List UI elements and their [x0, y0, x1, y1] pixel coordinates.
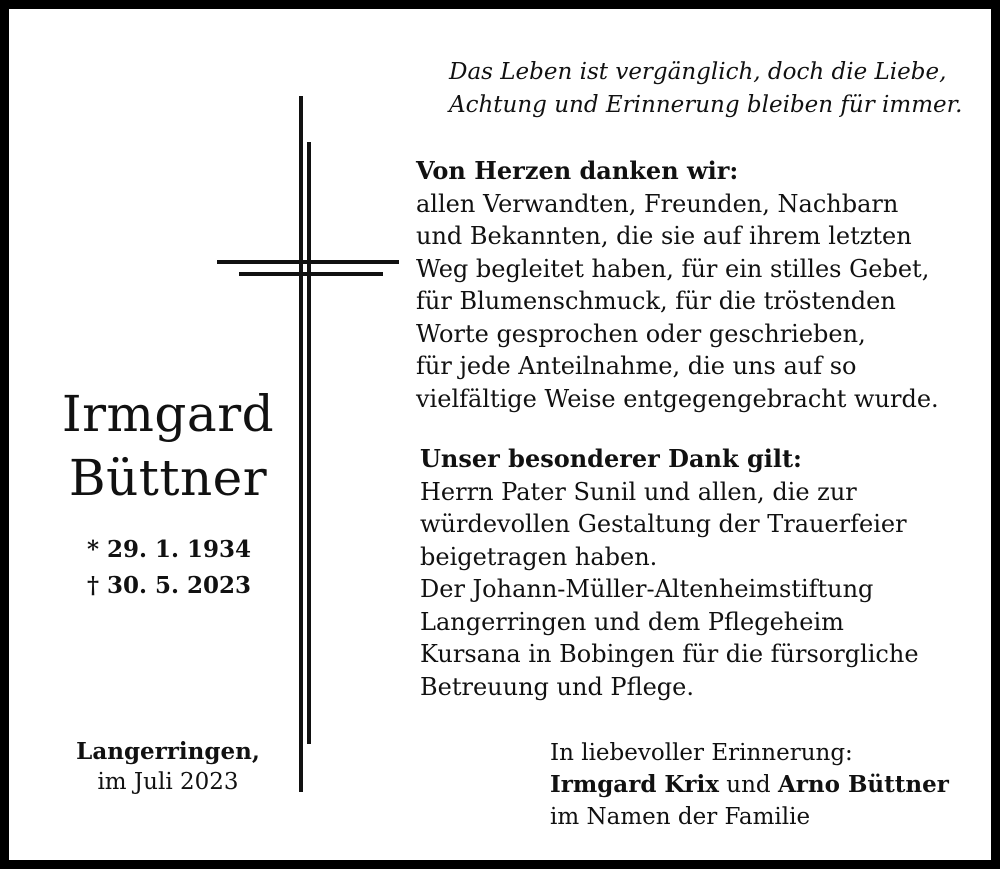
- signature-block: [550, 737, 990, 833]
- date: im Juli 2023: [97, 769, 239, 795]
- thanks-line: Worte gesprochen oder geschrieben,: [416, 319, 866, 348]
- special-thanks-line: Langerringen und dem Pflegeheim: [420, 607, 844, 636]
- thanks-line: vielfältige Weise entgegengebracht wurde.: [416, 384, 939, 413]
- special-thanks-line: Kursana in Bobingen für die fürsorgliche: [420, 640, 919, 668]
- place: Langerringen,: [76, 738, 260, 765]
- special-thanks-heading: Unser besonderer Dank gilt:: [420, 444, 802, 473]
- cross-horizontal-bar-inner: [239, 272, 383, 276]
- birth-date: * 29. 1. 1934: [86, 536, 252, 563]
- special-thanks-line: Herrn Pater Sunil und allen, die zur: [420, 477, 857, 506]
- motto-quote: [449, 56, 989, 122]
- signature-intro: In liebevoller Erinnerung:: [550, 740, 853, 766]
- death-date: † 30. 5. 2023: [86, 572, 252, 599]
- special-thanks-line: Betreuung und Pflege.: [420, 672, 694, 701]
- life-dates: [69, 532, 269, 604]
- thanks-line: für Blumenschmuck, für die tröstenden: [416, 287, 896, 315]
- special-thanks-line: würdevollen Gestaltung der Trauerfeier: [420, 510, 907, 538]
- signatory-1: Irmgard Krix: [550, 771, 719, 798]
- place-and-date: [57, 736, 279, 798]
- signature-closing: im Namen der Familie: [550, 804, 811, 830]
- thanks-heading: Von Herzen danken wir:: [416, 156, 739, 185]
- special-thanks-line: beigetragen haben.: [420, 542, 658, 571]
- deceased-name: [57, 382, 279, 510]
- thanks-line: und Bekannten, die sie auf ihrem letzten: [416, 222, 912, 250]
- thanks-line: allen Verwandten, Freunden, Nachbarn: [416, 189, 899, 218]
- thanks-section: [416, 155, 996, 415]
- signatory-2: Arno Büttner: [777, 771, 949, 798]
- cross-vertical-bar: [299, 96, 303, 792]
- signature-conjunction: und: [718, 772, 778, 798]
- thanks-line: für jede Anteilnahme, die uns auf so: [416, 352, 857, 380]
- special-thanks-line: Der Johann-Müller-Altenheimstiftung: [420, 575, 874, 603]
- thanks-line: Weg begleitet haben, für ein stilles Gebet,: [416, 254, 930, 283]
- deceased-first-name: Irmgard: [61, 385, 275, 443]
- motto-line-1: Das Leben ist vergänglich, doch die Liebe,: [449, 59, 947, 85]
- deceased-last-name: Büttner: [68, 449, 268, 507]
- special-thanks-section: [420, 443, 1000, 703]
- motto-line-2: Achtung und Erinnerung bleiben für immer.: [449, 92, 963, 118]
- cross-horizontal-bar: [217, 260, 399, 264]
- cross-vertical-bar-inner: [307, 142, 311, 744]
- signature-names: [550, 769, 990, 801]
